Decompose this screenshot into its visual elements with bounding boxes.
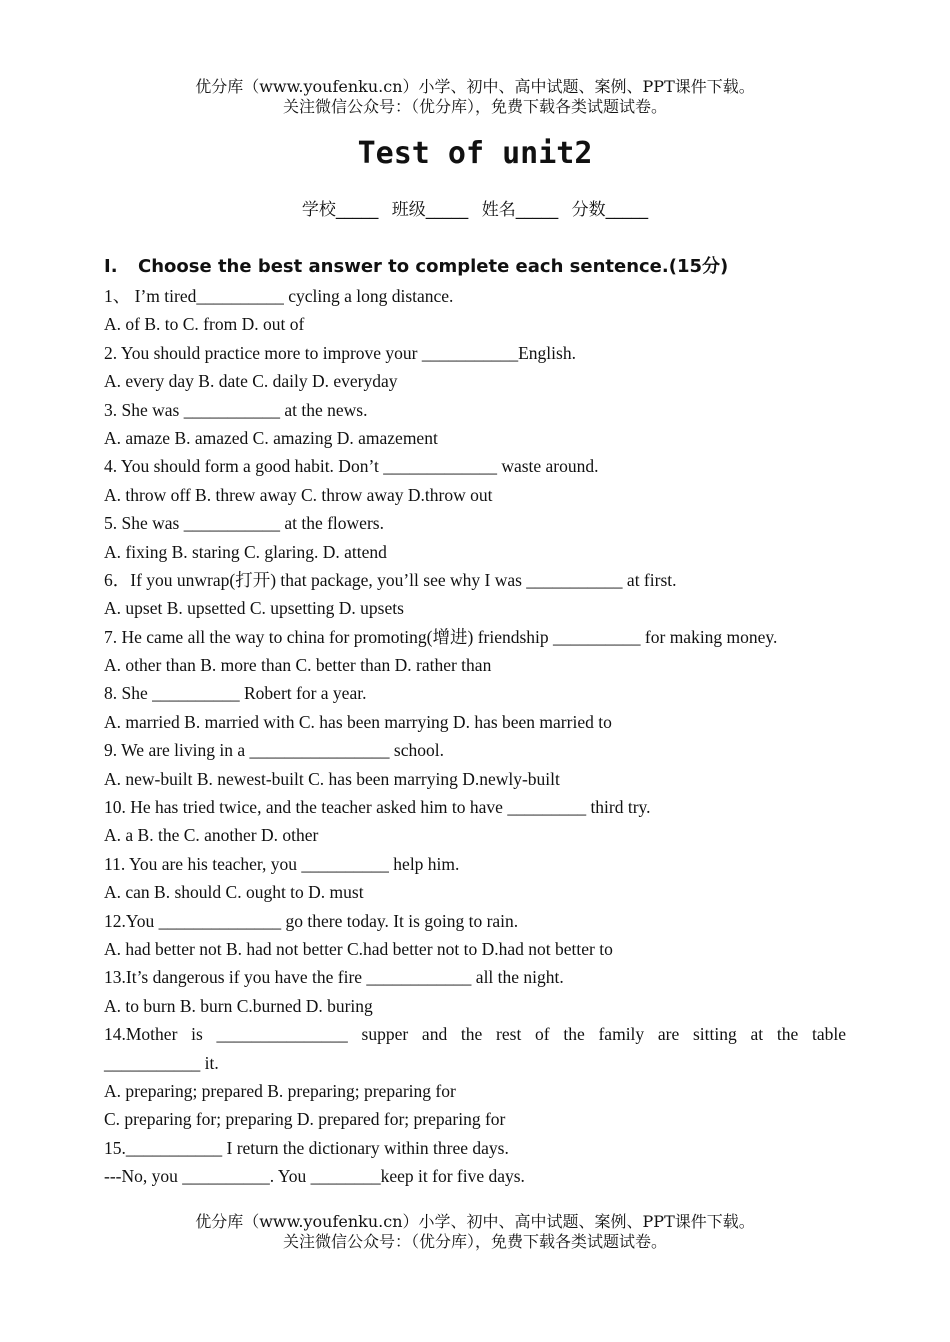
section-title: Choose the best answer to complete each sentence.(15分) (138, 256, 729, 277)
options-line: A. preparing; prepared B. preparing; preparing for (104, 1080, 456, 1101)
page-title: Test of unit2 (357, 136, 593, 171)
question-line: 15.___________ I return the dictionary within three days. (104, 1137, 509, 1158)
question-line: 8. She __________ Robert for a year. (104, 683, 367, 704)
question-line: 9. We are living in a ________________ school. (104, 740, 444, 761)
header-line-2: 关注微信公众号：（优分库），免费下载各类试题试卷。 (282, 97, 667, 116)
question-line: 14.Mother is _______________ supper and the rest of the family are sitting at the table (104, 1024, 846, 1045)
options-line: A. a B. the C. another D. other (104, 825, 319, 846)
score-field: 分数_____ (571, 200, 649, 220)
options-line: A. fixing B. staring C. glaring. D. attend (104, 541, 387, 562)
question-line: 3. She was ___________ at the news. (104, 399, 368, 420)
question-list (104, 282, 846, 1191)
options-line: A. every day B. date C. daily D. everyday (104, 371, 398, 392)
section-number: I. (104, 256, 118, 277)
question-line: 13.It’s dangerous if you have the fire ____________ all the night. (104, 967, 564, 988)
options-line: A. other than B. more than C. better than D. rather than (104, 655, 492, 676)
footer-line-2: 关注微信公众号：（优分库），免费下载各类试题试卷。 (282, 1232, 667, 1251)
options-line: A. new-built B. newest-built C. has been marrying D.newly-built (104, 768, 560, 789)
section-heading (104, 254, 728, 280)
question-line: 5. She was ___________ at the flowers. (104, 513, 384, 534)
question-line: 11. You are his teacher, you __________ help him. (104, 853, 460, 874)
question-line-continued: ___________ it. (104, 1052, 219, 1073)
class-field: 班级_____ (391, 200, 469, 220)
question-line: 10. He has tried twice, and the teacher asked him to have _________ third try. (104, 797, 651, 818)
footer-line-1: 优分库（www.youfenku.cn）小学、初中、高中试题、案例、PPT课件下载。 (195, 1212, 755, 1231)
options-line: A. married B. married with C. has been marrying D. has been married to (104, 711, 612, 732)
question-line: 1、 I’m tired__________ cycling a long distance. (104, 286, 454, 306)
question-line: 4. You should form a good habit. Don’t _____________ waste around. (104, 456, 599, 477)
school-field: 学校_____ (301, 200, 379, 220)
options-line: A. to burn B. burn C.burned D. buring (104, 995, 373, 1016)
answer-line: ---No, you __________. You ________keep it for five days. (104, 1166, 525, 1187)
question-line: 2. You should practice more to improve your ___________English. (104, 342, 576, 363)
options-line: A. can B. should C. ought to D. must (104, 882, 364, 903)
student-info-fields (0, 198, 950, 222)
header-line-1: 优分库（www.youfenku.cn）小学、初中、高中试题、案例、PPT课件下载。 (195, 77, 755, 96)
question-line: 7. He came all the way to china for promoting(增进) friendship __________ for making money. (104, 626, 778, 647)
name-field: 姓名_____ (481, 200, 559, 220)
options-line: A. had better not B. had not better C.had better not to D.had not better to (104, 938, 613, 959)
options-line: A. throw off B. threw away C. throw away D.throw out (104, 484, 493, 505)
question-line: 12.You ______________ go there today. It is going to rain. (104, 910, 519, 931)
options-line: A. upset B. upsetted C. upsetting D. upsets (104, 598, 404, 619)
options-line: A. of B. to C. from D. out of (104, 314, 305, 335)
options-line: C. preparing for; preparing D. prepared for; preparing for (104, 1109, 506, 1130)
question-line: 6．If you unwrap(打开) that package, you’ll see why I was ___________ at first. (104, 569, 677, 590)
options-line: A. amaze B. amazed C. amazing D. amazement (104, 427, 438, 448)
